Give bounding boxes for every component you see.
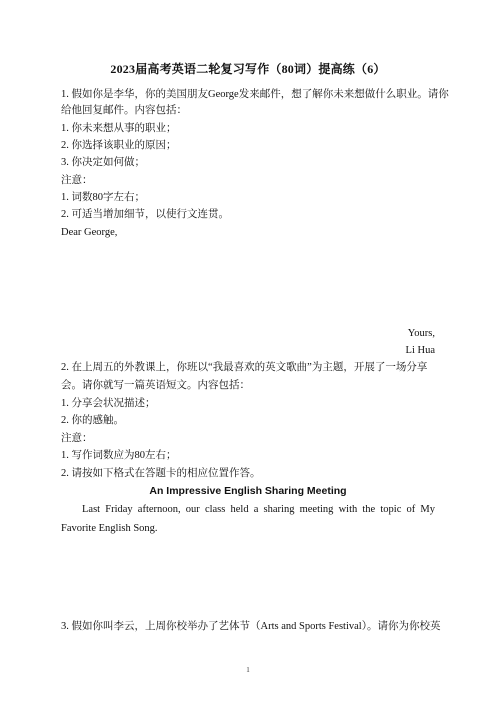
q2-intro-line2: 会。请你就写一篇英语短文。内容包括： bbox=[61, 380, 250, 391]
q2-intro-line1: 2. 在上周五的外教课上，你班以“我最喜欢的英文歌曲”为主题，开展了一场分享 bbox=[61, 362, 428, 373]
q2-essay-title: An Impressive English Sharing Meeting bbox=[149, 485, 347, 497]
q1-point-1: 1. 你未来想从事的职业； bbox=[61, 123, 177, 134]
q1-intro-line1: 1. 假如你是李华，你的美国朋友George发来邮件，想了解你未来想做什么职业。请你 bbox=[61, 89, 449, 100]
q1-note-1: 1. 词数80字左右； bbox=[61, 192, 145, 203]
q2-point-2: 2. 你的感触。 bbox=[61, 415, 124, 426]
page-number: 1 bbox=[246, 666, 250, 674]
q3-intro-line1: 3. 假如你叫李云，上周你校举办了艺体节（Arts and Sports Festival）。请你为你校英 bbox=[61, 621, 441, 632]
q2-point-1: 1. 分享会状况描述； bbox=[61, 398, 156, 409]
q2-note-1: 1. 写作词数应为80左右； bbox=[61, 450, 177, 461]
q2-essay-start: Last Friday afternoon, our class held a sharing meeting with the topic of My Favorite English Song. bbox=[61, 504, 435, 534]
page-title: 2023届高考英语二轮复习写作（80词）提高练（6） bbox=[110, 62, 386, 76]
q1-salutation: Dear George, bbox=[61, 227, 118, 238]
q2-note-label: 注意： bbox=[61, 433, 93, 444]
q1-note-label: 注意： bbox=[61, 175, 93, 186]
q1-signature: Li Hua bbox=[405, 345, 435, 356]
q1-note-2: 2. 可适当增加细节，以使行文连贯。 bbox=[61, 209, 229, 220]
q2-note-2: 2. 请按如下格式在答题卡的相应位置作答。 bbox=[61, 468, 261, 479]
q1-point-2: 2. 你选择该职业的原因； bbox=[61, 140, 177, 151]
q1-point-3: 3. 你决定如何做； bbox=[61, 157, 145, 168]
q1-intro-line2: 给他回复邮件。内容包括： bbox=[61, 105, 187, 116]
q1-closing: Yours, bbox=[407, 328, 435, 339]
